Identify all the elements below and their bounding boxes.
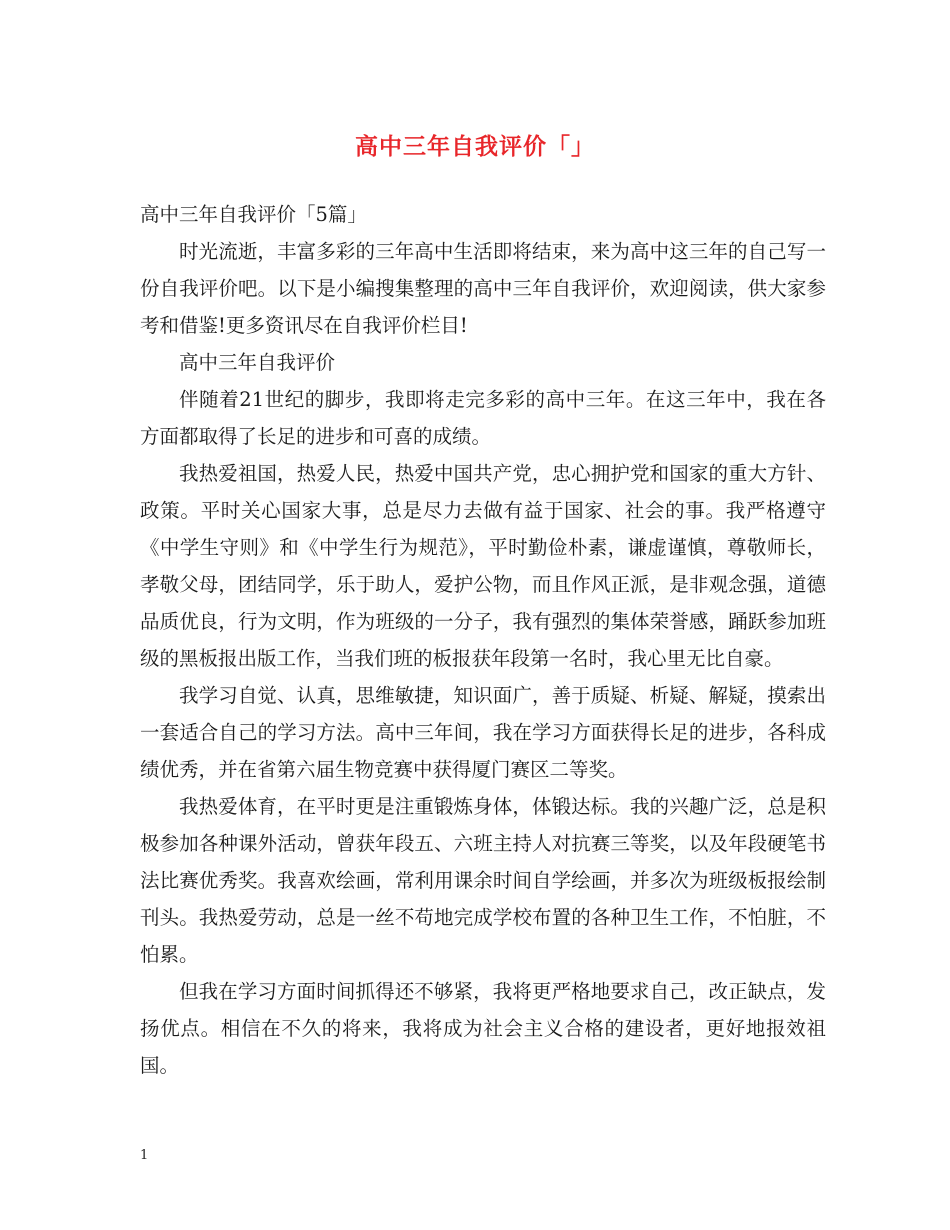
paragraph-conclusion: 但我在学习方面时间抓得还不够紧，我将更严格地要求自己，改正缺点，发扬优点。相信在不久的将来，我将成为社会主义合格的建设者，更好地报效祖国。 (140, 980, 826, 1077)
document-subtitle: 高中三年自我评价「5篇」 (140, 203, 367, 226)
paragraph-opening: 伴随着21世纪的脚步，我即将走完多彩的高中三年。在这三年中，我在各方面都取得了长足的进步和可喜的成绩。 (140, 388, 826, 448)
paragraph-morality: 我热爱祖国，热爱人民，热爱中国共产党，忠心拥护党和国家的重大方针、政策。平时关心国家大事，总是尽力去做有益于国家、社会的事。我严格遵守《中学生守则》和《中学生行为规范》，平时勤俭朴素，谦虚谨慎，尊敬师长，孝敬父母，团结同学，乐于助人，爱护公物，而且作风正派，是非观念强，道德品质优良，行为文明，作为班级的一分子，我有强烈的集体荣誉感，踊跃参加班级的黑板报出版工作，当我们班的板报获年段第一名时，我心里无比自豪。 (140, 462, 826, 670)
paragraph-study: 我学习自觉、认真，思维敏捷，知识面广，善于质疑、析疑、解疑，摸索出一套适合自己的学习方法。高中三年间，我在学习方面获得长足的进步，各科成绩优秀，并在省第六届生物竞赛中获得厦门赛区二等奖。 (140, 684, 826, 781)
document-body (140, 196, 826, 1084)
section-heading: 高中三年自我评价 (179, 351, 336, 374)
page-number: 1 (140, 1148, 149, 1163)
paragraph-intro: 时光流逝，丰富多彩的三年高中生活即将结束，来为高中这三年的自己写一份自我评价吧。以下是小编搜集整理的高中三年自我评价，欢迎阅读，供大家参考和借鉴!更多资讯尽在自我评价栏目! (140, 240, 826, 337)
document-title: 高中三年自我评价「」 (355, 133, 595, 160)
paragraph-activities: 我热爱体育，在平时更是注重锻炼身体，体锻达标。我的兴趣广泛，总是积极参加各种课外活动，曾获年段五、六班主持人对抗赛三等奖，以及年段硬笔书法比赛优秀奖。我喜欢绘画，常利用课余时间自学绘画，并多次为班级板报绘制刊头。我热爱劳动，总是一丝不苟地完成学校布置的各种卫生工作，不怕脏，不怕累。 (140, 795, 826, 966)
